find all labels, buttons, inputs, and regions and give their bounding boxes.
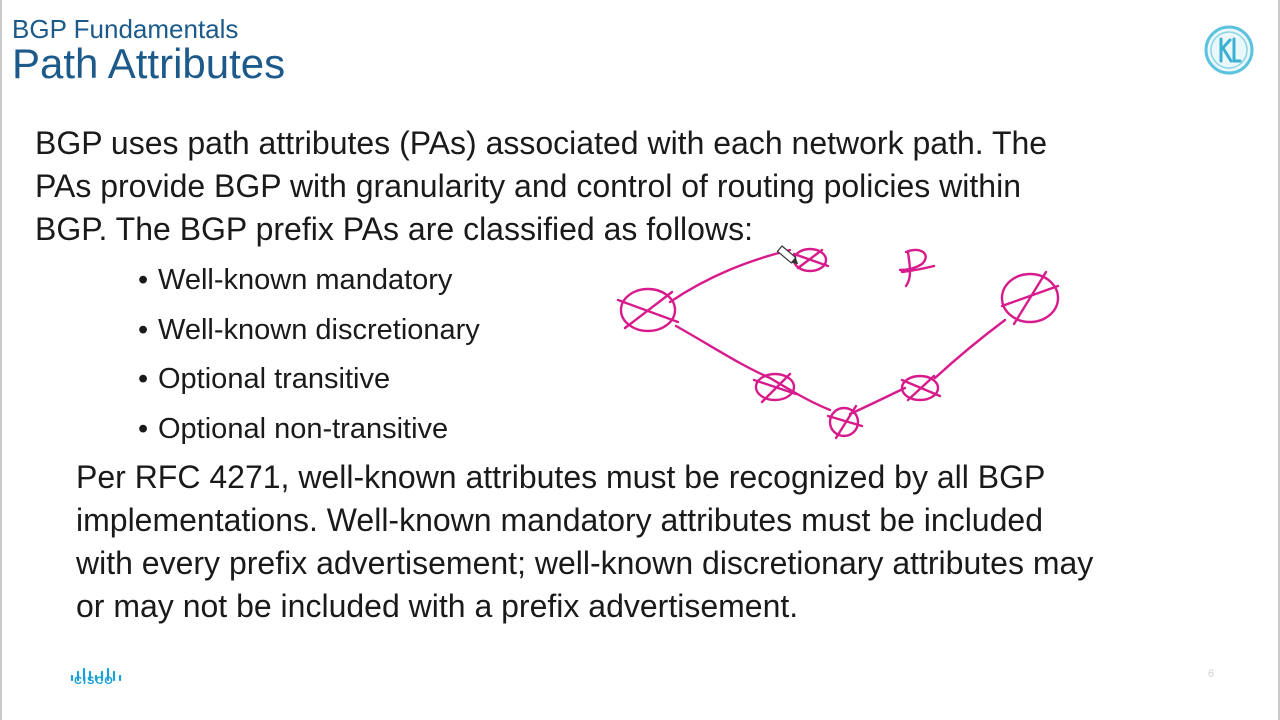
router-node-icon [902, 376, 940, 400]
rfc-line: implementations. Well-known mandatory attributes must be included [76, 502, 1043, 538]
router-node-icon [618, 289, 678, 331]
rfc-line: or may not be included with a prefix advertisement. [76, 588, 799, 624]
intro-line: BGP. The BGP prefix PAs are classified as follows: [35, 211, 753, 247]
slide-header [12, 14, 285, 86]
list-item-label: Well-known mandatory [158, 264, 453, 296]
list-item: • Optional non-transitive [138, 412, 449, 445]
list-item-label: Optional non-transitive [158, 412, 449, 445]
rfc-line: Per RFC 4271, well-known attributes must be recognized by all BGP [76, 459, 1046, 495]
list-item: • Well-known mandatory [138, 264, 453, 296]
intro-line: PAs provide BGP with granularity and control of routing policies within [35, 168, 1021, 204]
list-item-label: Well-known discretionary [158, 313, 480, 346]
slide-title: Path Attributes [12, 40, 286, 87]
slide-left-border [0, 0, 2, 720]
list-item: • Optional transitive [138, 363, 391, 395]
router-node-icon [1002, 272, 1058, 324]
list-item-label: Optional transitive [158, 363, 391, 395]
list-item: • Well-known discretionary [138, 313, 480, 346]
slide-subtitle: BGP Fundamentals [12, 14, 239, 44]
router-node-icon [754, 374, 796, 402]
annotation-path-line [670, 250, 790, 302]
router-node-icon [794, 249, 828, 271]
rfc-line: with every prefix advertisement; well-known discretionary attributes may [76, 545, 1094, 581]
annotation-path-line [676, 326, 830, 410]
ink-scribble-icon [900, 250, 934, 286]
kl-logo-icon [1204, 25, 1254, 75]
page-number: 6 [1208, 668, 1215, 680]
annotation-path-line [935, 320, 1005, 378]
intro-line: BGP uses path attributes (PAs) associated with each network path. The [35, 125, 1048, 161]
annotation-drawing [600, 230, 1080, 450]
attribute-class-list [138, 258, 480, 456]
cisco-wordmark: CISCO [74, 675, 114, 687]
annotation-path-line [850, 388, 905, 414]
rfc-paragraph [76, 456, 1256, 628]
